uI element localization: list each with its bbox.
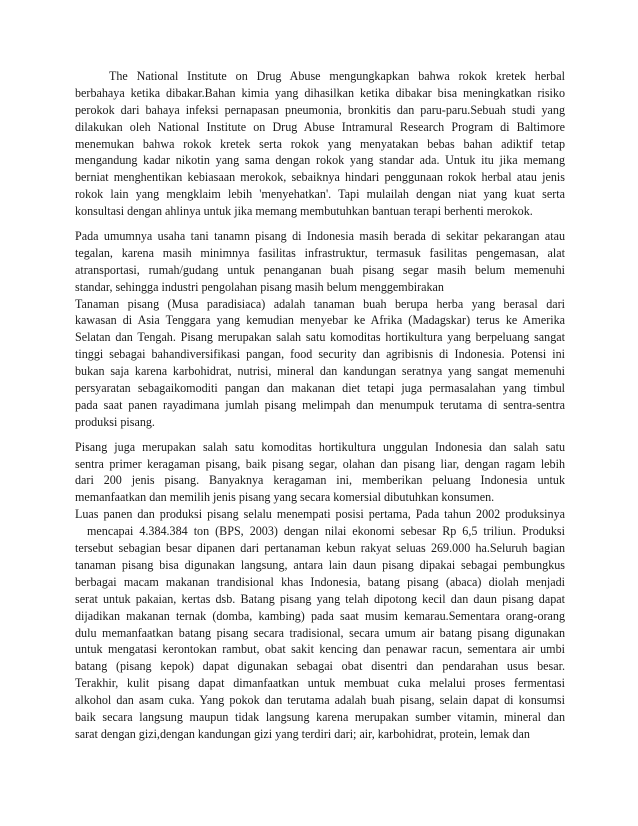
text-line: berbahaya ketika dibakar.Bahan kimia yang dihasilkan ketika dibakar bisa meningkatkan risiko (75, 85, 565, 100)
text-line: konsultasi dengan ahlinya untuk jika memang membutuhkan bantuan terapi berhenti merokok. (75, 204, 533, 219)
text-line: dijadikan makanan ternak (domba, kambing) pada saat musim kemarau.Sementara orang-orang (75, 608, 565, 623)
text-line: sentra primer keragaman pisang, baik pisang segar, olahan dan pisang liar, dengan ragam lebih (75, 456, 565, 471)
paragraph-banana-commodity (75, 439, 565, 507)
document-page (75, 68, 565, 743)
text-line: alkohol dan asam cuka. Yang pokok dan terutama adalah buah pisang, selain dapat di konsumsi (75, 693, 565, 708)
text-line: serat untuk pakaian, kertas dsb. Batang pisang yang telah dipotong kecil dan daun pisang dapat (75, 591, 565, 606)
text-line: dilakukan oleh National Institute on Drug Abuse Intramural Research Program di Baltimore (75, 119, 565, 134)
text-line: tinggi sebagai bahandiversifikasi pangan, food security dan agribisnis di Indonesia. Potensi ini (75, 347, 565, 362)
text-line: sarat dengan gizi,dengan kandungan gizi yang terdiri dari; air, karbohidrat, protein, lemak dan (75, 726, 530, 741)
text-line: tanaman pisang bisa digunakan langsung, antara lain daun pisang dipakai sebagai pembungkus (75, 557, 565, 572)
paragraph-banana-plant (75, 296, 565, 431)
text-line: dari 200 jenis pisang. Banyaknya keragaman ini, memberikan peluang Indonesia untuk (75, 473, 565, 488)
text-line: untuk mengatasi kerontokan rambut, obat sakit kencing dan penawar racun, sementara air umbi (75, 642, 565, 657)
text-line: persyaratan sebagaikomoditi pangan dan makanan diet tetapi juga permasalahan yang timbul (75, 381, 565, 396)
text-line: The National Institute on Drug Abuse mengungkapkan bahwa rokok kretek herbal (109, 69, 565, 83)
text-line: kawasan di Asia Tenggara yang kemudian menyebar ke Afrika (Madagskar) terus ke Amerika (75, 313, 565, 328)
text-line: bukan saja karena karbohidrat, nutrisi, mineral dan kandungan seratnya yang sangat memenuhi (75, 364, 565, 379)
text-line: Terakhir, kulit pisang dapat dimanfaatkan untuk membuat cuka melalui proses fermentasi (75, 676, 565, 691)
text-line: produksi pisang. (75, 414, 155, 429)
text-line: tersebut sebagian besar dipanen dari pertanaman kebun rakyat seluas 269.000 ha.Seluruh bagian (75, 541, 565, 556)
text-line: Selatan dan Tengah. Pisang merupakan salah satu komoditas hortikultura yang berpeluang sangat (75, 330, 565, 345)
text-line: standar, sehingga industri pengolahan pisang masih belum menggembirakan (75, 279, 444, 294)
text-line: berbagai macam makanan trandisional khas Indonesia, batang pisang (abaca) diolah menjadi (75, 574, 565, 589)
text-line: Luas panen dan produksi pisang selalu menempati posisi pertama, Pada tahun 2002 produksinya (75, 507, 565, 522)
text-line: Pada umumnya usaha tani tanamn pisang di Indonesia masih berada di sekitar pekarangan atau (75, 229, 565, 244)
text-line: baik secara langsung maupun tidak langsung karena merupakan sumber vitamin, mineral dan (75, 709, 565, 724)
text-line: memanfaatkan dan memilih jenis pisang yang secara komersial dibutuhkan konsumen. (75, 490, 495, 505)
text-line: rokok lain yang mengklaim lebih 'menyehatkan'. Tapi mulailah dengan niat yang kuat serta (75, 187, 565, 202)
text-line: dulu memanfaatkan batang pisang secara tradisional, secara umum air batang pisang digunakan (75, 625, 565, 640)
text-line: perokok dari bahaya infeksi pernapasan pneumonia, bronkitis dan paru-paru.Sebuah studi yang (75, 102, 565, 117)
paragraph-banana-production (75, 506, 565, 742)
text-line: Pisang juga merupakan salah satu komoditas hortikultura unggulan Indonesia dan salah satu (75, 439, 565, 454)
text-line: menemukan bahwa rokok kretek serta rokok yang menyatakan bebas bahan adiktif tetap (75, 136, 565, 151)
paragraph-gap (75, 431, 565, 439)
text-line: Tanaman pisang (Musa paradisiaca) adalah tanaman buah berupa herba yang berasal dari (75, 296, 565, 311)
text-line: atransportasi, rumah/gudang untuk penanganan buah pisang segar masih belum memenuhi (75, 262, 565, 277)
text-line: berniat menghentikan kebiasaan merokok, sebaiknya hindari penggunaan rokok herbal atau jenis (75, 170, 565, 185)
text-line: mencapai 4.384.384 ton (BPS, 2003) dengan nilai ekonomi sebesar Rp 6,5 triliun. Produksi (87, 524, 565, 539)
paragraph-gap (75, 220, 565, 228)
text-line: batang (pisang kepok) dapat digunakan sebagai obat disentri dan pendarahan usus besar. (75, 659, 565, 674)
paragraph-drug-abuse (75, 68, 565, 220)
text-line: mengandung kadar nikotin yang sama dengan rokok yang standar ada. Untuk itu jika memang (75, 153, 565, 168)
text-line: pada saat panen rayadimana jumlah pisang melimpah dan menumpuk terutama di sentra-sentra (75, 397, 565, 412)
paragraph-banana-farming (75, 228, 565, 296)
text-line: tegalan, karena masih minimnya fasilitas infrastruktur, termasuk fasilitas pengemasan, alat (75, 245, 565, 260)
